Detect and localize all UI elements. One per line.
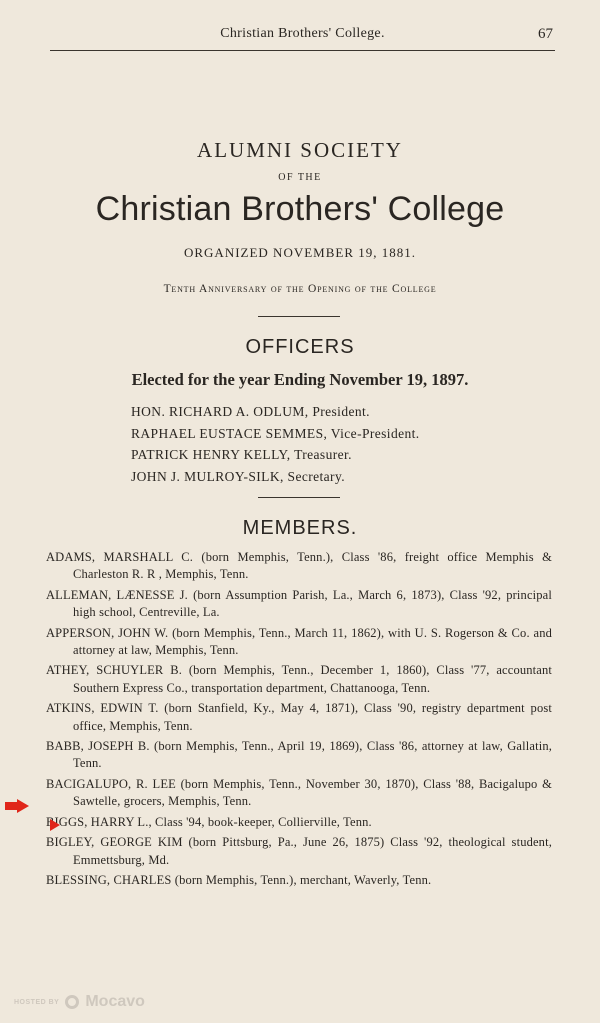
officers-heading: OFFICERS [245,336,355,358]
member-entry: ALLEMAN, LÆNESSE J. (born Assumption Parish, La., March 6, 1873), Class '92, principal high school, Centreville, La. [46,587,552,620]
member-entry: BLESSING, CHARLES (born Memphis, Tenn.), merchant, Waverly, Tenn. [46,872,432,887]
anniversary-line [0,283,600,295]
member-entry: ATHEY, SCHUYLER B. (born Memphis, Tenn., December 1, 1860), Class '77, accountant Southern Express Co., transportation department, Chattanooga, Tenn. [46,663,552,695]
page-number: 67 [538,26,553,42]
highlight-arrow-icon [17,799,29,813]
members-heading: MEMBERS. [242,517,358,539]
member-entry: BABB, JOSEPH B. (born Memphis, Tenn., April 19, 1869), Class '86, attorney at law, Gallatin, Tenn. [46,739,552,771]
running-head [50,24,555,51]
society-title: ALUMNI SOCIETY [197,138,403,162]
member-entry: BIGLEY, GEORGE KIM (born Pittsburg, Pa., June 26, 1875) Class '92, theological student, Emmettsburg, Md. [46,835,552,867]
officer-entry: HON. RICHARD A. ODLUM, President. [131,404,370,419]
college-title: Christian Brothers' College [95,190,505,228]
running-title: Christian Brothers' College. [220,26,385,41]
divider-rule [258,497,340,498]
watermark [14,993,145,1011]
anniversary-text: Tenth Anniversary of the Opening of the College [163,283,437,295]
of-the-line: OF THE [278,172,322,183]
officer-entry: PATRICK HENRY KELLY, Treasurer. [131,447,352,462]
mocavo-logo-icon [65,995,79,1009]
members-list [46,549,552,892]
member-entry-highlighted: BACIGALUPO, R. LEE (born Memphis, Tenn., November 30, 1870), Class '88, Bacigalupo & Sawtelle, grocers, Memphis, Tenn. [46,776,552,809]
divider-rule [258,316,340,317]
highlight-marker-icon [50,819,60,831]
watermark-prefix: HOSTED BY [14,998,60,1006]
officer-entry: RAPHAEL EUSTACE SEMMES, Vice-President. [131,425,420,441]
watermark-brand: Mocavo [85,993,145,1010]
member-entry: APPERSON, JOHN W. (born Memphis, Tenn., March 11, 1862), with U. S. Rogerson & Co. and attorney at law, Memphis, Tenn. [46,625,552,658]
organized-date: ORGANIZED NOVEMBER 19, 1881. [183,245,417,260]
officers-list [131,401,420,487]
member-entry: ADAMS, MARSHALL C. (born Memphis, Tenn.), Class '86, freight office Memphis & Charleston R. R , Memphis, Tenn. [46,550,552,582]
member-entry: BIGGS, HARRY L., Class '94, book-keeper, Collierville, Tenn. [46,814,372,829]
officer-entry: JOHN J. MULROY-SILK, Secretary. [131,468,345,484]
member-entry: ATKINS, EDWIN T. (born Stanfield, Ky., May 4, 1871), Class '90, registry department post office, Memphis, Tenn. [46,701,552,733]
elected-line: Elected for the year Ending November 19, 1897. [131,370,469,389]
